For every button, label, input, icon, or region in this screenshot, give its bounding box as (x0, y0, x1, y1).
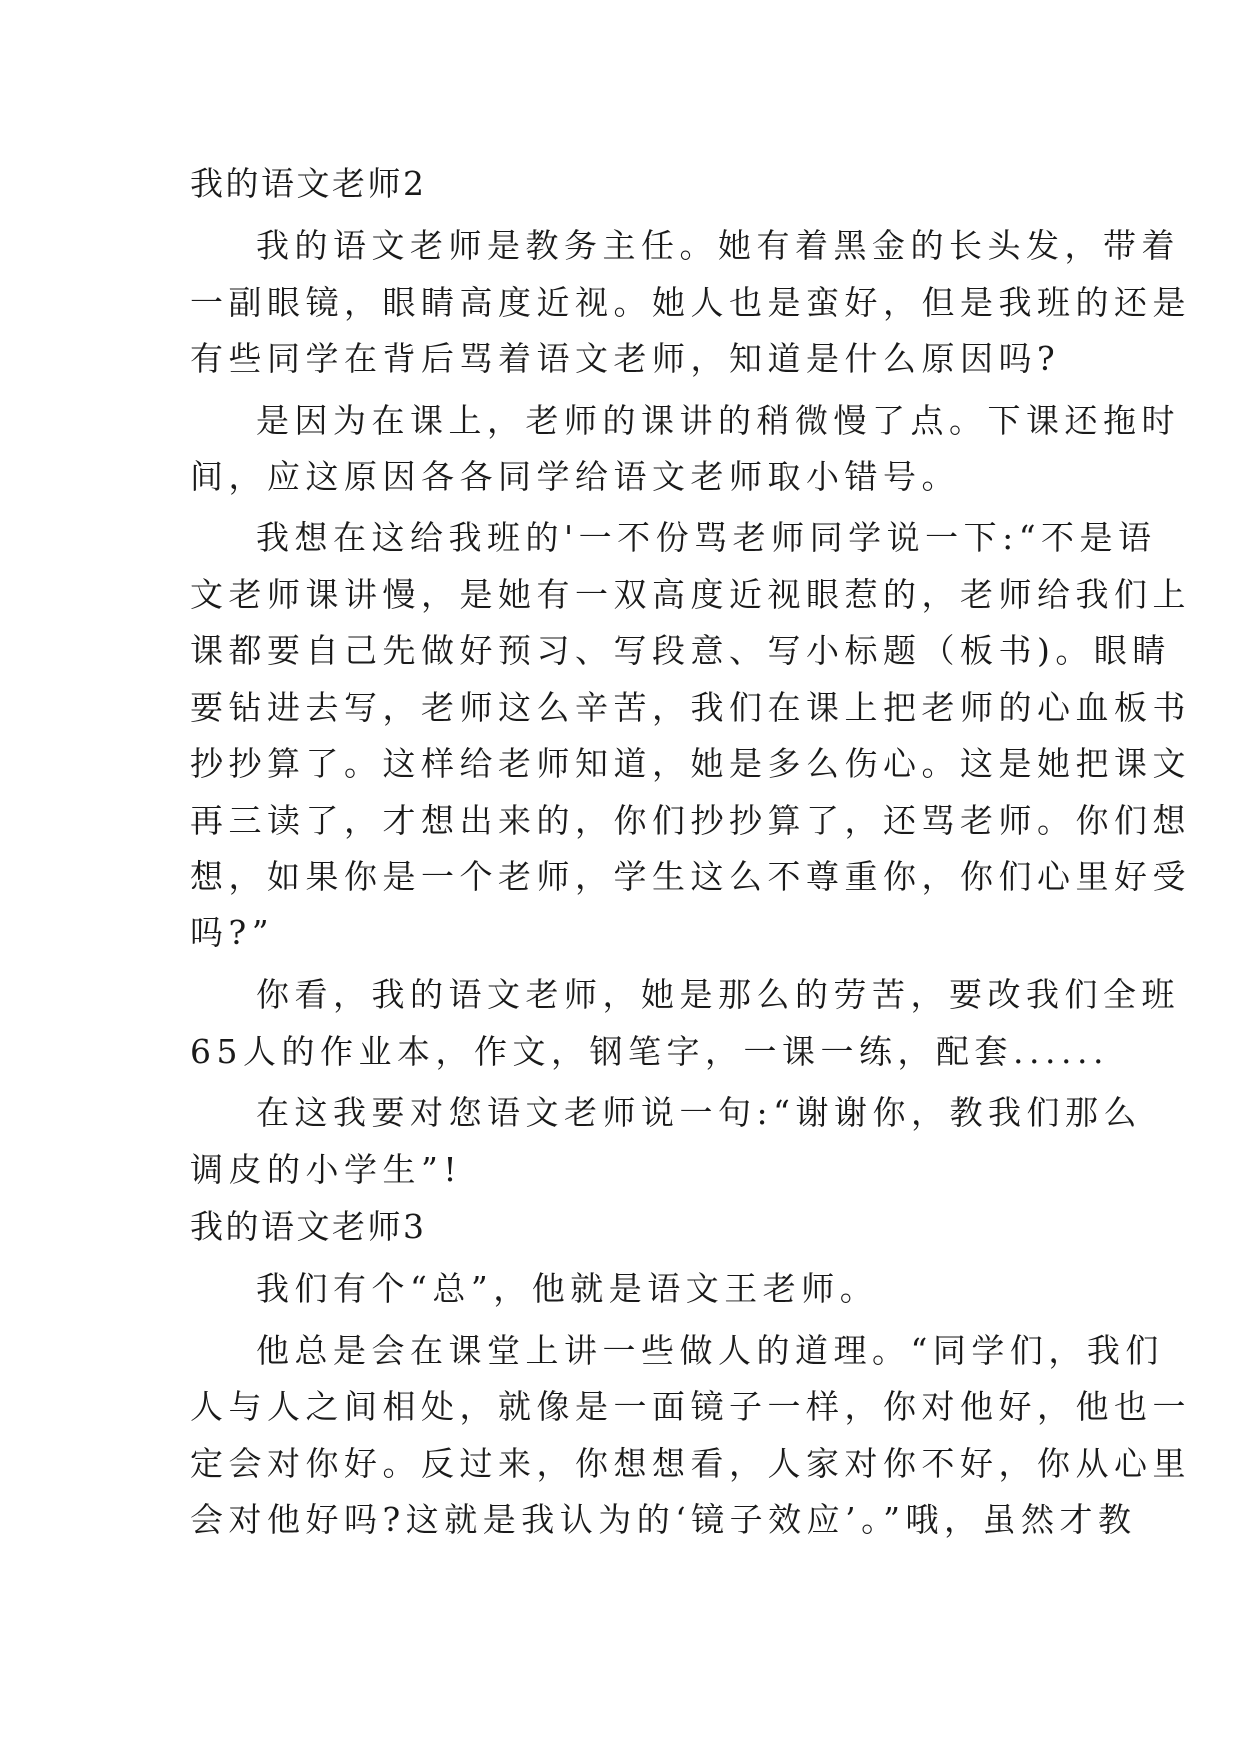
paragraph-line: 文老师课讲慢，是她有一双高度近视眼惹的，老师给我们上 (190, 575, 1191, 614)
paragraph-line: 你看，我的语文老师，她是那么的劳苦，要改我们全班 (256, 975, 1180, 1014)
paragraph-line: 调皮的小学生”! (190, 1150, 463, 1189)
paragraph-line: 再三读了，才想出来的，你们抄抄算了，还骂老师。你们想 (190, 801, 1191, 840)
paragraph-line: 我的语文老师是教务主任。她有着黑金的长头发，带着 (256, 226, 1180, 265)
section-title: 我的语文老师2 (190, 164, 427, 203)
paragraph-line: 会对他好吗?这就是我认为的‘镜子效应’。”哦，虽然才教 (190, 1500, 1137, 1539)
paragraph-line: 在这我要对您语文老师说一句:“谢谢你，教我们那么 (256, 1093, 1142, 1132)
paragraph-line: 他总是会在课堂上讲一些做人的道理。“同学们，我们 (256, 1331, 1164, 1370)
section-title: 我的语文老师3 (190, 1207, 427, 1246)
paragraph-line: 有些同学在背后骂着语文老师，知道是什么原因吗? (190, 339, 1061, 378)
paragraph-line: 65人的作业本，作文，钢笔字，一课一练，配套...... (190, 1032, 1109, 1071)
paragraph-line: 我们有个“总”，他就是语文王老师。 (256, 1269, 879, 1308)
paragraph-line: 我想在这给我班的'一不份骂老师同学说一下:“不是语 (256, 518, 1157, 557)
paragraph-line: 一副眼镜，眼睛高度近视。她人也是蛮好，但是我班的还是 (190, 283, 1191, 322)
paragraph-line: 人与人之间相处，就像是一面镜子一样，你对他好，他也一 (190, 1387, 1191, 1426)
paragraph-line: 要钻进去写，老师这么辛苦，我们在课上把老师的心血板书 (190, 688, 1191, 727)
paragraph-line: 间，应这原因各各同学给语文老师取小错号。 (190, 457, 960, 496)
paragraph-line: 吗?” (190, 913, 275, 952)
paragraph-line: 想，如果你是一个老师，学生这么不尊重你，你们心里好受 (190, 857, 1191, 896)
paragraph-line: 抄抄算了。这样给老师知道，她是多么伤心。这是她把课文 (190, 744, 1191, 783)
paragraph-line: 是因为在课上，老师的课讲的稍微慢了点。下课还拖时 (256, 401, 1180, 440)
paragraph-line: 课都要自己先做好预习、写段意、写小标题（板书)。眼睛 (190, 631, 1171, 670)
paragraph-line: 定会对你好。反过来，你想想看，人家对你不好，你从心里 (190, 1444, 1191, 1483)
